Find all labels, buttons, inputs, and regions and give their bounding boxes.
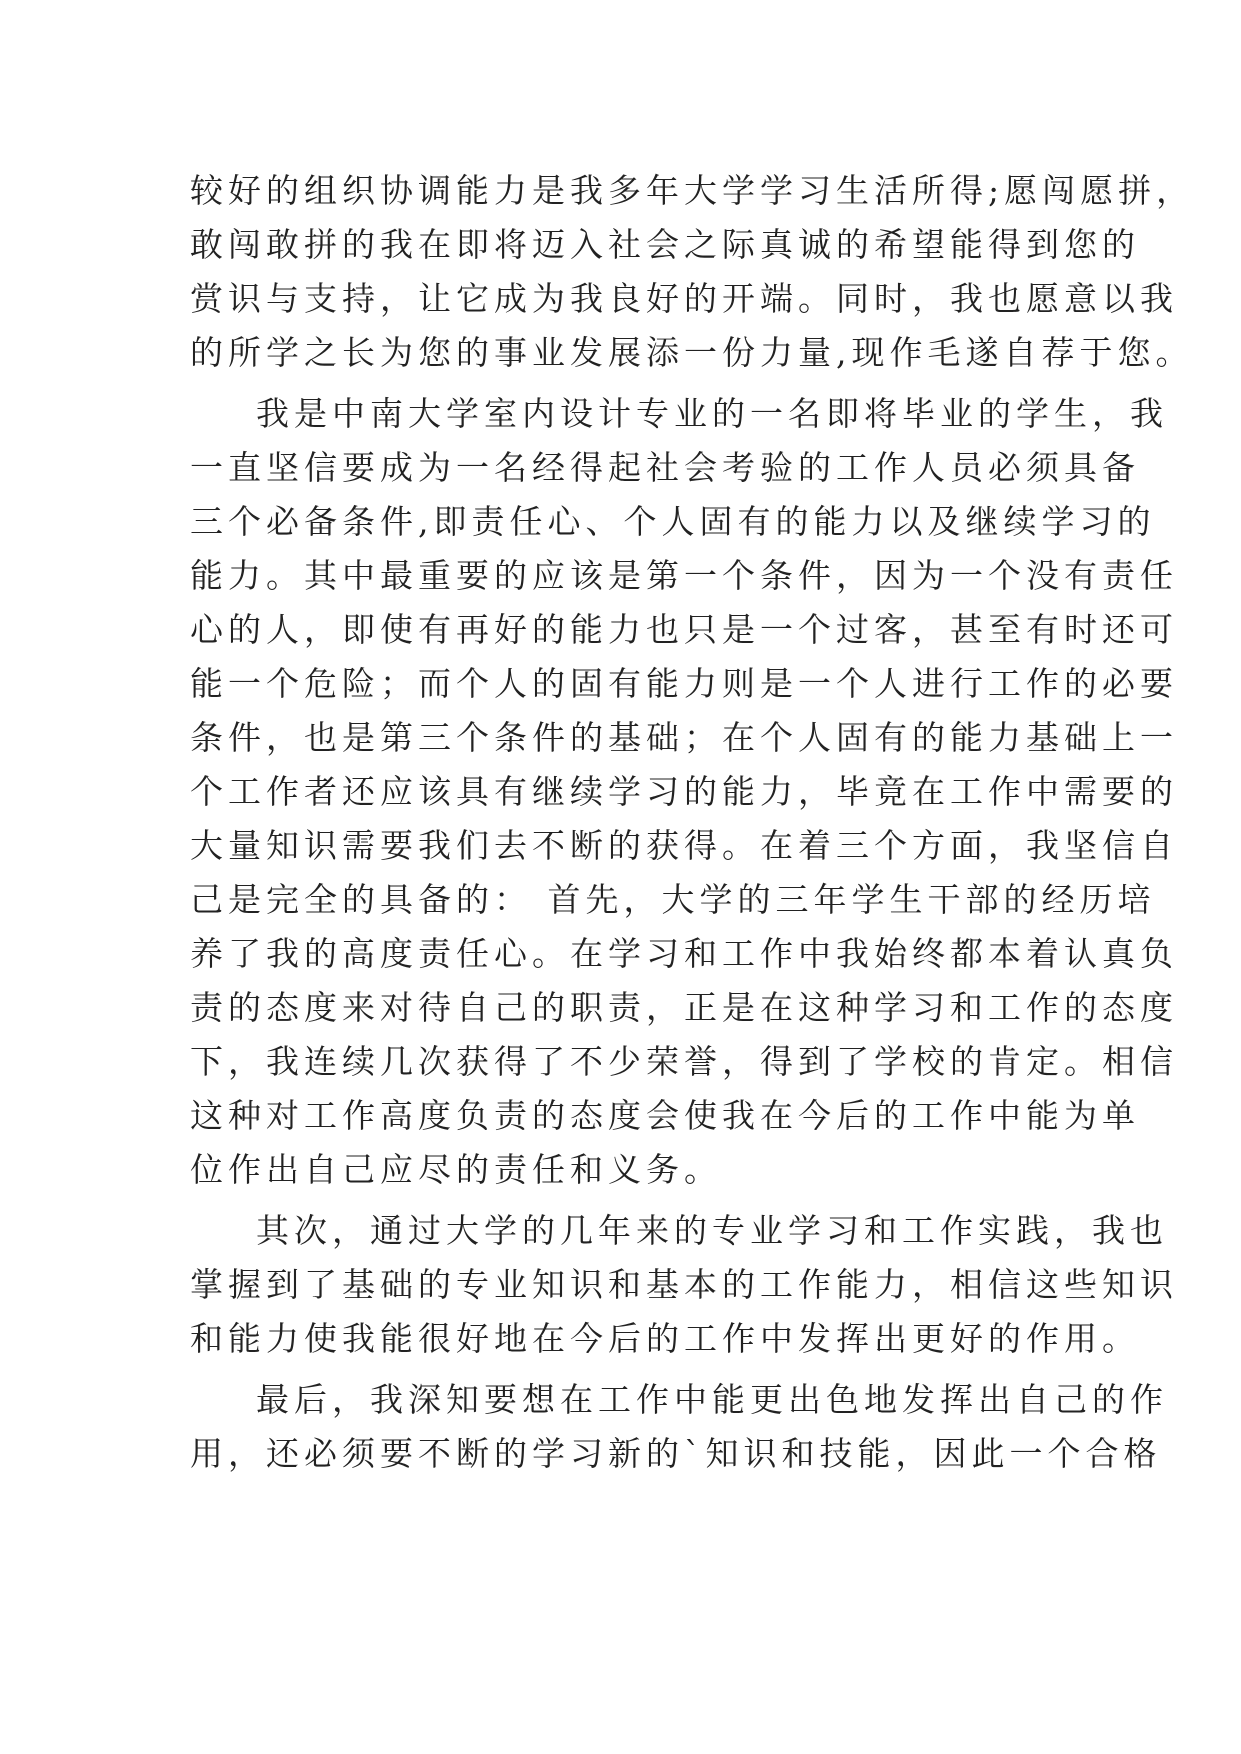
text-line: 这种对工作高度负责的态度会使我在今后的工作中能为单 xyxy=(190,1096,1140,1135)
text-line: 敢闯敢拼的我在即将迈入社会之际真诚的希望能得到您的 xyxy=(190,225,1140,264)
text-line: 条件，也是第三个条件的基础；在个人固有的能力基础上一 xyxy=(190,718,1178,757)
text-line: 位作出自己应尽的责任和义务。 xyxy=(190,1150,722,1189)
text-line: 个工作者还应该具有继续学习的能力，毕竟在工作中需要的 xyxy=(190,772,1178,811)
text-line: 己是完全的具备的： 首先，大学的三年学生干部的经历培 xyxy=(190,880,1156,919)
text-line: 大量知识需要我们去不断的获得。在着三个方面，我坚信自 xyxy=(190,826,1178,865)
text-line: 能力。其中最重要的应该是第一个条件，因为一个没有责任 xyxy=(190,556,1178,595)
text-line: 较好的组织协调能力是我多年大学学习生活所得;愿闯愿拼， xyxy=(190,171,1195,210)
paragraph-start-line: 我是中南大学室内设计专业的一名即将毕业的学生，我 xyxy=(256,394,1168,433)
text-line: 的所学之长为您的事业发展添一份力量,现作毛遂自荐于您。 xyxy=(190,333,1194,372)
paragraph-start-line: 最后，我深知要想在工作中能更出色地发挥出自己的作 xyxy=(256,1380,1168,1419)
text-line: 心的人，即使有再好的能力也只是一个过客，甚至有时还可 xyxy=(190,610,1178,649)
text-line: 赏识与支持，让它成为我良好的开端。同时，我也愿意以我 xyxy=(190,279,1178,318)
text-line: 养了我的高度责任心。在学习和工作中我始终都本着认真负 xyxy=(190,934,1178,973)
text-line: 三个必备条件,即责任心、个人固有的能力以及继续学习的 xyxy=(190,502,1156,541)
text-line: 和能力使我能很好地在今后的工作中发挥出更好的作用。 xyxy=(190,1319,1140,1358)
text-line: 掌握到了基础的专业知识和基本的工作能力，相信这些知识 xyxy=(190,1265,1178,1304)
paragraph-start-line: 其次，通过大学的几年来的专业学习和工作实践，我也 xyxy=(256,1211,1168,1250)
text-line: 一直坚信要成为一名经得起社会考验的工作人员必须具备 xyxy=(190,448,1140,487)
text-line: 用，还必须要不断的学习新的`知识和技能，因此一个合格 xyxy=(190,1434,1162,1473)
text-line: 能一个危险；而个人的固有能力则是一个人进行工作的必要 xyxy=(190,664,1178,703)
text-line: 下，我连续几次获得了不少荣誉，得到了学校的肯定。相信 xyxy=(190,1042,1178,1081)
text-line: 责的态度来对待自己的职责，正是在这种学习和工作的态度 xyxy=(190,988,1178,1027)
